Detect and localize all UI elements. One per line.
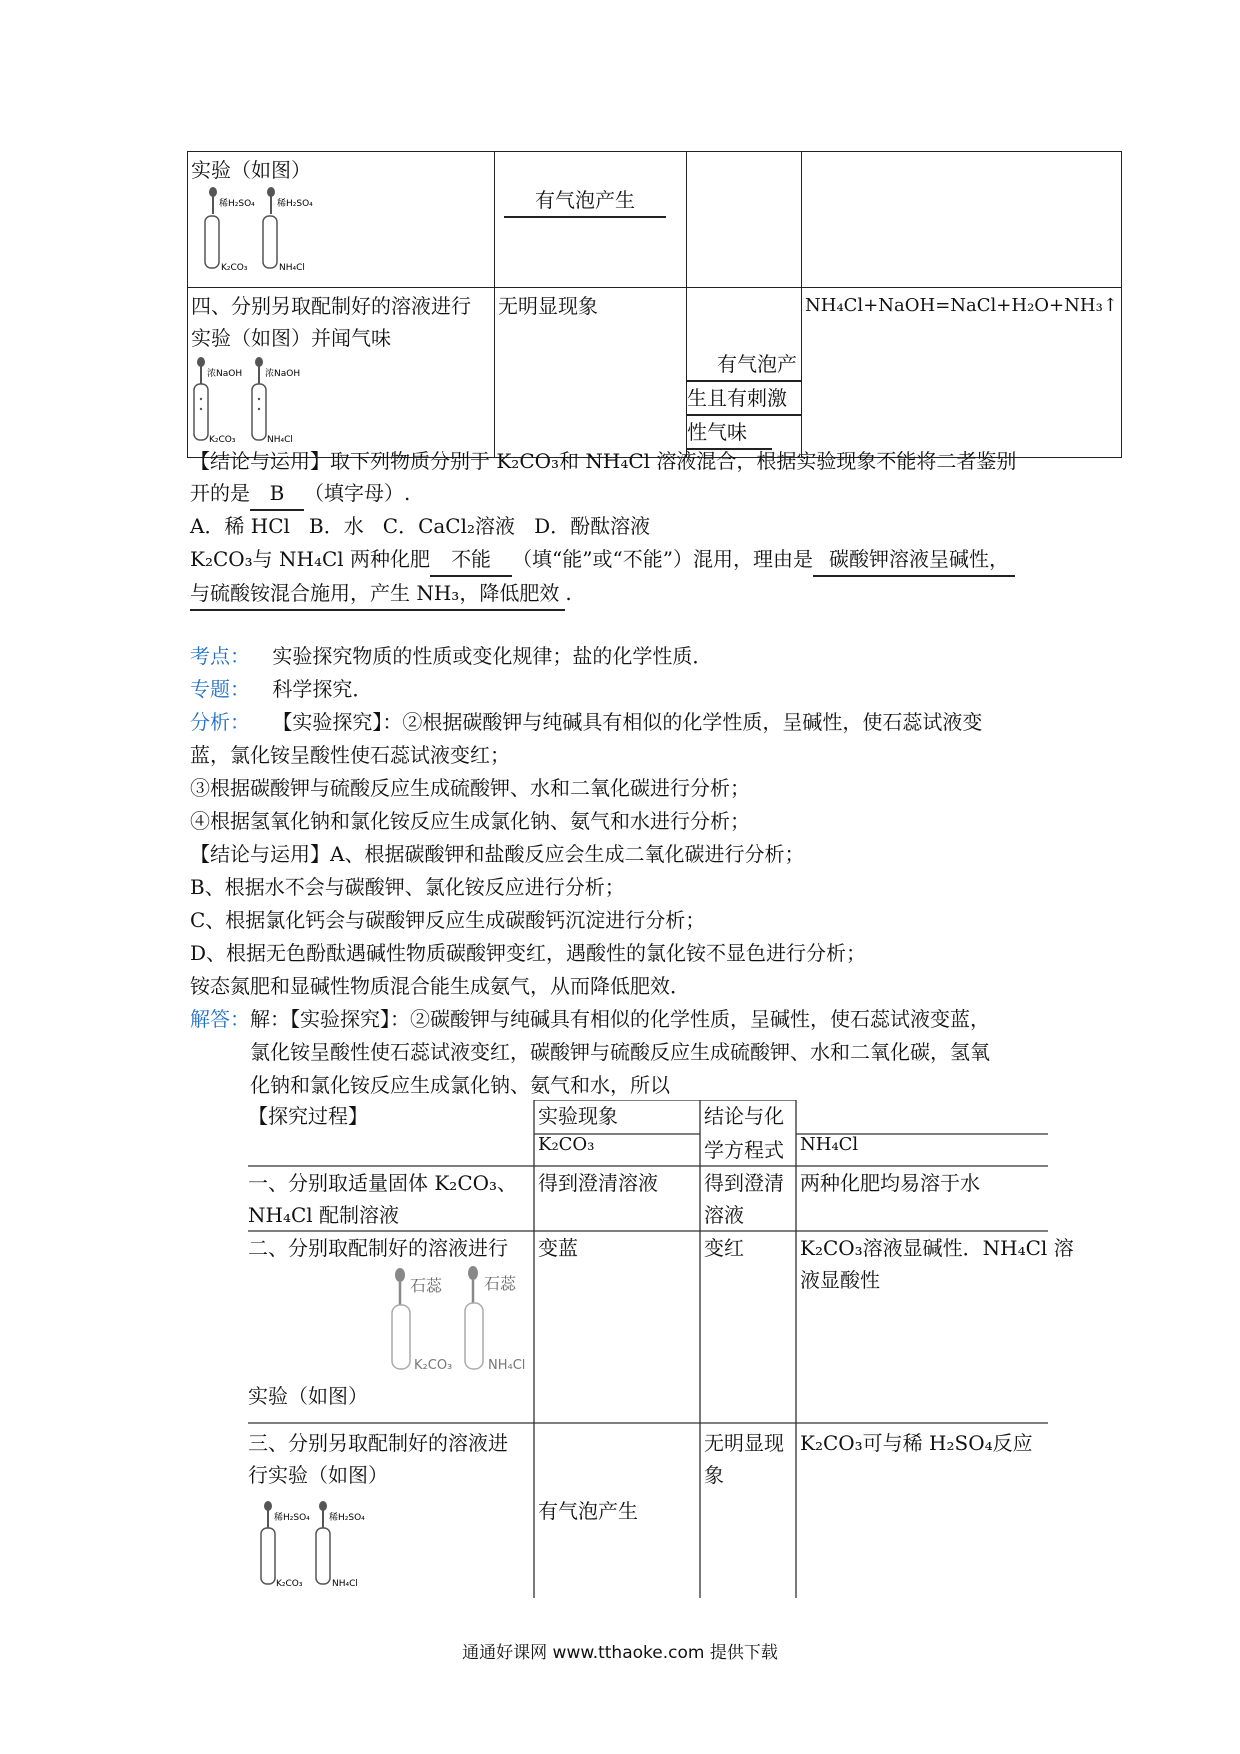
- zhuanti-line: [190, 673, 372, 705]
- fig-tube-label-2: NH₄Cl: [488, 1358, 526, 1373]
- row4-answer-line-a: 有气泡产: [687, 348, 801, 382]
- conclusion-line-5: [190, 577, 572, 611]
- conclusion-line-2: [190, 477, 410, 511]
- kaodian-label: 考点：: [190, 644, 250, 668]
- fig-tube-label-2: NH₄Cl: [267, 435, 293, 445]
- r2-k2co3: 变蓝: [538, 1236, 578, 1260]
- row4-procedure-line-a: 四、分别另取配制好的溶液进行: [191, 294, 471, 318]
- jieda-line-3: 化钠和氯化铵反应生成氯化钠、氨气和水，所以: [250, 1073, 670, 1097]
- row3-answer-blank: 有气泡产生: [504, 184, 666, 218]
- r3-procedure-b: 行实验（如图）: [248, 1463, 388, 1487]
- fenxi-line-2: 蓝，氯化铵呈酸性使石蕊试液变红；: [190, 743, 510, 767]
- jieda-line-2: 氯化铵呈酸性使石蕊试液变红，碳酸钾与硫酸反应生成硫酸钾、水和二氧化碳，氢氧: [250, 1040, 990, 1064]
- fig-reagent-label-1: 稀H₂SO₄: [274, 1513, 310, 1523]
- row3-conclusion-cell: [802, 152, 1122, 288]
- jieda-line-1: [190, 1003, 990, 1035]
- header-k2co3: K₂CO₃: [538, 1134, 595, 1155]
- fig-tube-label-1: K₂CO₃: [414, 1358, 453, 1373]
- dilute-h2so4-tubes-figure: [191, 186, 321, 276]
- conclusion-line-1: 【结论与运用】取下列物质分别于 K₂CO₃和 NH₄Cl 溶液混合，根据实验现象不能将二者鉴别: [190, 449, 1017, 473]
- zhuanti-label: 专题：: [190, 677, 250, 701]
- line2-prefix: 开的是: [190, 481, 250, 505]
- r3-k2co3: 有气泡产生: [538, 1499, 638, 1523]
- answer-blank-b: B: [250, 477, 304, 511]
- fig-tube-label-1: K₂CO₃: [209, 435, 236, 445]
- row4-k2co3-text: 无明显现象: [498, 294, 598, 318]
- row4-procedure-line-b: 实验（如图）并闻气味: [191, 326, 391, 350]
- zhuanti-text: 科学探究．: [272, 677, 373, 701]
- row3-procedure-text: 实验（如图）: [191, 158, 311, 182]
- r1-conclusion: 两种化肥均易溶于水: [800, 1171, 980, 1195]
- top-experiment-table: [187, 151, 1122, 458]
- line5-end: .: [565, 581, 572, 605]
- fenxi-line-9: 铵态氮肥和显碱性物质混合能生成氨气，从而降低肥效．: [190, 974, 690, 998]
- fenxi-line-7: C、根据氯化钙会与碳酸钾反应生成碳酸钙沉淀进行分析；: [190, 908, 706, 932]
- header-procedure: 【探究过程】: [248, 1104, 368, 1128]
- fig-reagent-label-2: 石蕊: [484, 1274, 517, 1293]
- row4-answer-line-c: 性气味: [687, 416, 772, 450]
- r3-conclusion: K₂CO₃可与稀 H₂SO₄反应: [800, 1431, 1033, 1455]
- fig-tube-label-1: K₂CO₃: [221, 263, 248, 273]
- r1-nh4cl-b: 溶液: [704, 1203, 744, 1227]
- answer-table-grid: [248, 1100, 1048, 1600]
- fenxi-line-4: ④根据氢氧化钠和氯化铵反应生成氯化钠、氨气和水进行分析；: [190, 809, 750, 833]
- fig-reagent-label-2: 稀H₂SO₄: [329, 1513, 365, 1523]
- header-nh4cl: NH₄Cl: [800, 1134, 859, 1155]
- fig-reagent-label-2: 浓NaOH: [265, 369, 301, 379]
- r1-procedure-b: NH₄Cl 配制溶液: [248, 1203, 400, 1227]
- r3-nh4cl-b: 象: [704, 1463, 724, 1487]
- fenxi-line-8: D、根据无色酚酞遇碱性物质碳酸钾变红，遇酸性的氯化铵不显色进行分析；: [190, 941, 867, 965]
- answer-blank-cannot: 不能: [430, 543, 512, 577]
- r3-nh4cl-a: 无明显现: [704, 1431, 784, 1455]
- fig-tube-label-2: NH₄Cl: [279, 263, 305, 273]
- jieda-label: 解答：: [190, 1007, 250, 1031]
- test-tube-left: [205, 187, 219, 268]
- r1-procedure-a: 一、分别取适量固体 K₂CO₃、: [248, 1171, 518, 1195]
- r1-nh4cl-a: 得到澄清: [704, 1171, 784, 1195]
- row3-procedure-cell: [188, 152, 495, 288]
- row4-procedure-cell: [188, 288, 495, 458]
- header-phenomenon: 实验现象: [538, 1104, 618, 1128]
- row4-equation-cell: [802, 288, 1122, 458]
- fig-reagent-label-1: 石蕊: [410, 1276, 443, 1295]
- fenxi-line-5: 【结论与运用】A、根据碳酸钾和盐酸反应会生成二氧化碳进行分析；: [190, 842, 805, 866]
- header-conclusion-a: 结论与化: [704, 1104, 784, 1128]
- page-footer: 通通好课网 www.tthaoke.com 提供下载: [462, 1643, 778, 1663]
- kaodian-text: 实验探究物质的性质或变化规律；盐的化学性质．: [272, 644, 713, 668]
- row3-nh4cl-cell: [687, 152, 802, 288]
- row4-equation-text: NH₄Cl+NaOH=NaCl+H₂O+NH₃↑: [805, 295, 1118, 316]
- header-conclusion-b: 学方程式: [704, 1138, 784, 1162]
- fenxi-line-1: [190, 706, 982, 738]
- r2-procedure-b: 实验（如图）: [248, 1384, 368, 1408]
- fig-reagent-label-1: 浓NaOH: [207, 369, 243, 379]
- options-line: A．稀 HCl B．水 C．CaCl₂溶液 D．酚酞溶液: [190, 514, 651, 538]
- line2-suffix: （填字母）.: [304, 481, 411, 505]
- r2-conclusion-b: 液显酸性: [800, 1268, 880, 1292]
- fenxi-label: 分析：: [190, 710, 250, 734]
- fenxi-line-3: ③根据碳酸钾与硫酸反应生成硫酸钾、水和二氧化碳进行分析；: [190, 776, 750, 800]
- answer-blank-reason-b: 与硫酸铵混合施用，产生 NH₃，降低肥效: [190, 577, 565, 611]
- line4-mid: （填“能”或“不能”）混用，理由是: [512, 547, 813, 571]
- r1-k2co3: 得到澄清溶液: [538, 1171, 658, 1195]
- answer-blank-reason-a: 碳酸钾溶液呈碱性，: [813, 543, 1015, 577]
- jieda-text-1: 解：【实验探究】：②碳酸钾与纯碱具有相似的化学性质，呈碱性，使石蕊试液变蓝，: [250, 1007, 990, 1031]
- r2-nh4cl: 变红: [704, 1236, 744, 1260]
- row4-nh4cl-cell: [687, 288, 802, 458]
- answer-table: [248, 1100, 1074, 1600]
- conclusion-line-4: [190, 543, 1015, 577]
- fig-reagent-label-1: 稀H₂SO₄: [219, 199, 255, 209]
- fenxi-line-6: B、根据水不会与碳酸钾、氯化铵反应进行分析；: [190, 875, 625, 899]
- line4-prefix: K₂CO₃与 NH₄Cl 两种化肥: [190, 547, 431, 571]
- fig-tube-label-2: NH₄Cl: [332, 1579, 358, 1589]
- r2-conclusion-a: K₂CO₃溶液显碱性．NH₄Cl 溶: [800, 1236, 1074, 1260]
- test-tube-left: [194, 357, 208, 440]
- row4-answer-line-b: 生且有刺激: [687, 382, 801, 416]
- fig-tube-label-1: K₂CO₃: [276, 1579, 303, 1589]
- fig-reagent-label-2: 稀H₂SO₄: [277, 199, 313, 209]
- row4-k2co3-cell: [495, 288, 687, 458]
- fenxi-text-1: 【实验探究】：②根据碳酸钾与纯碱具有相似的化学性质，呈碱性，使石蕊试液变: [272, 710, 983, 734]
- kaodian-line: [190, 640, 712, 672]
- row3-k2co3-cell: [495, 152, 687, 288]
- r2-procedure-a: 二、分别取配制好的溶液进行: [248, 1236, 508, 1260]
- conc-naoh-tubes-figure: [191, 354, 321, 446]
- test-tube-right: [252, 357, 266, 440]
- test-tube-right: [263, 187, 277, 268]
- r3-procedure-a: 三、分别另取配制好的溶液进: [248, 1431, 508, 1455]
